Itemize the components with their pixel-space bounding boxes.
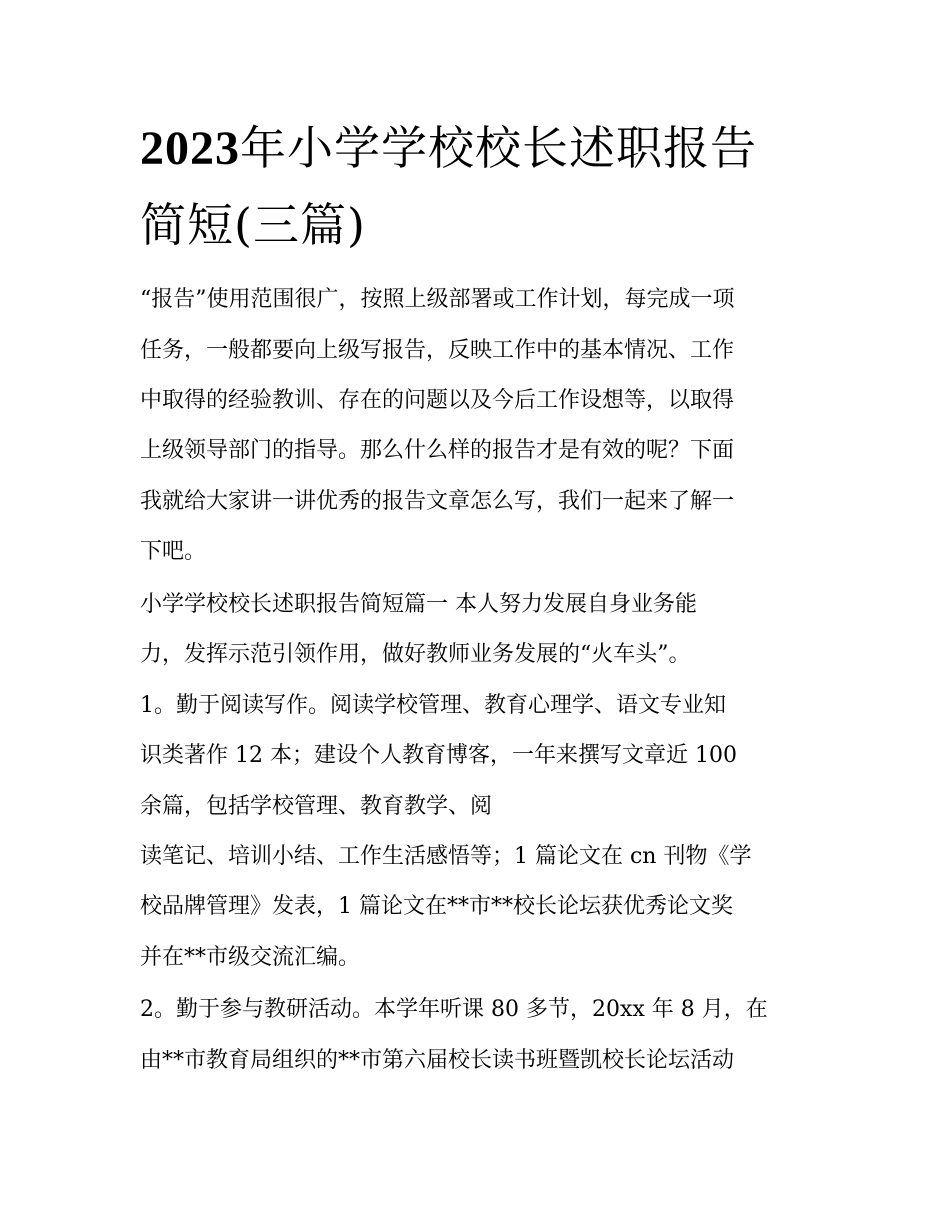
document-title [140, 110, 820, 263]
body-line-2: 任务，一般都要向上级写报告，反映工作中的基本情况、工作 [140, 338, 735, 363]
body-line-5: 我就给大家讲一讲优秀的报告文章怎么写，我们一起来了解一 [140, 489, 735, 514]
title-year: 2023 [140, 122, 240, 175]
body-line-10: 识类著作 12 本；建设个人教育博客，一年来撰写文章近 100 [140, 743, 737, 768]
title-line2: 简短(三篇) [140, 198, 366, 252]
body-line-9: 1。勤于阅读写作。阅读学校管理、教育心理学、语文专业知 [140, 693, 726, 718]
body-line-8: 力，发挥示范引领作用，做好教师业务发展的“火车头”。 [140, 642, 691, 667]
body-line-6: 下吧。 [140, 539, 207, 564]
body-line-16: 由**市教育局组织的**市第六届校长读书班暨凯校长论坛活动 [140, 1048, 735, 1073]
body-line-14: 并在**市级交流汇编。 [140, 945, 361, 970]
title-line1: 年小学学校校长述职报告 [240, 121, 757, 175]
body-line-7: 小学学校校长述职报告简短篇一 本人努力发展自身业务能 [140, 592, 697, 617]
body-line-1: “报告”使用范围很广，按照上级部署或工作计划，每完成一项 [140, 287, 735, 312]
body-line-3: 中取得的经验教训、存在的问题以及今后工作设想等，以取得 [140, 388, 735, 413]
body-line-15: 2。勤于参与教研活动。本学年听课 80 多节，20xx 年 8 月，在 [140, 997, 768, 1022]
body-line-11: 余篇，包括学校管理、教育教学、阅 [140, 794, 493, 819]
body-line-13: 校品牌管理》发表，1 篇论文在**市**校长论坛获优秀论文奖 [140, 894, 733, 919]
body-line-12: 读笔记、培训小结、工作生活感悟等；1 篇论文在 cn 刊物《学 [140, 844, 752, 869]
body-line-4: 上级领导部门的指导。那么什么样的报告才是有效的呢？下面 [140, 438, 735, 463]
